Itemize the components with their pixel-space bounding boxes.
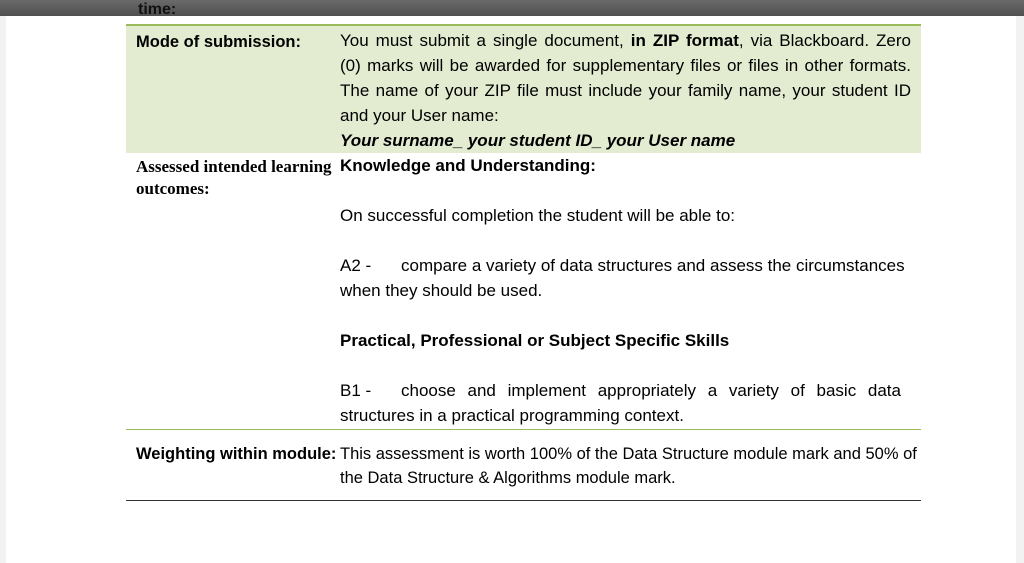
outcome-a2 bbox=[340, 253, 911, 303]
outcomes-intro: On successful completion the student will be able to: bbox=[340, 206, 735, 225]
weighting-row bbox=[126, 430, 921, 501]
submission-row bbox=[126, 25, 921, 153]
knowledge-heading: Knowledge and Understanding: bbox=[340, 156, 596, 175]
cut-off-heading: time: bbox=[138, 1, 177, 18]
zip-format-emphasis: in ZIP format bbox=[630, 31, 739, 50]
outcomes-label: Assessed intended learning outcomes: bbox=[126, 153, 340, 430]
submission-content: You must submit a single document, in ZIP format, via Blackboard. Zero (0) marks will be awarded for supplementary files or files in other formats. The name of your ZIP file must include your family name, your student ID and your User name: Your surname_ your student ID_ your User name bbox=[340, 25, 921, 153]
outcome-a2-code: A2 - bbox=[340, 256, 372, 275]
outcome-b1-text: choose and implement appropriately a variety of basic data structures in a practical programming context. bbox=[340, 381, 901, 425]
weighting-label: Weighting within module: bbox=[126, 430, 340, 501]
assessment-table bbox=[126, 24, 921, 501]
outcome-b1 bbox=[340, 378, 911, 428]
outcome-b1-code: B1 - bbox=[340, 381, 372, 400]
submission-label: Mode of submission: bbox=[126, 25, 340, 153]
outcomes-row bbox=[126, 153, 921, 430]
weighting-content: This assessment is worth 100% of the Data Structure module mark and 50% of the Data Structure & Algorithms module mark. bbox=[340, 430, 921, 501]
outcomes-content bbox=[340, 153, 921, 430]
filename-pattern: Your surname_ your student ID_ your User name bbox=[340, 131, 736, 150]
skills-heading: Practical, Professional or Subject Specific Skills bbox=[340, 331, 730, 350]
document-page bbox=[6, 1, 1016, 563]
outcome-a2-text: compare a variety of data structures and assess the circumstances when they should be used. bbox=[340, 256, 905, 300]
